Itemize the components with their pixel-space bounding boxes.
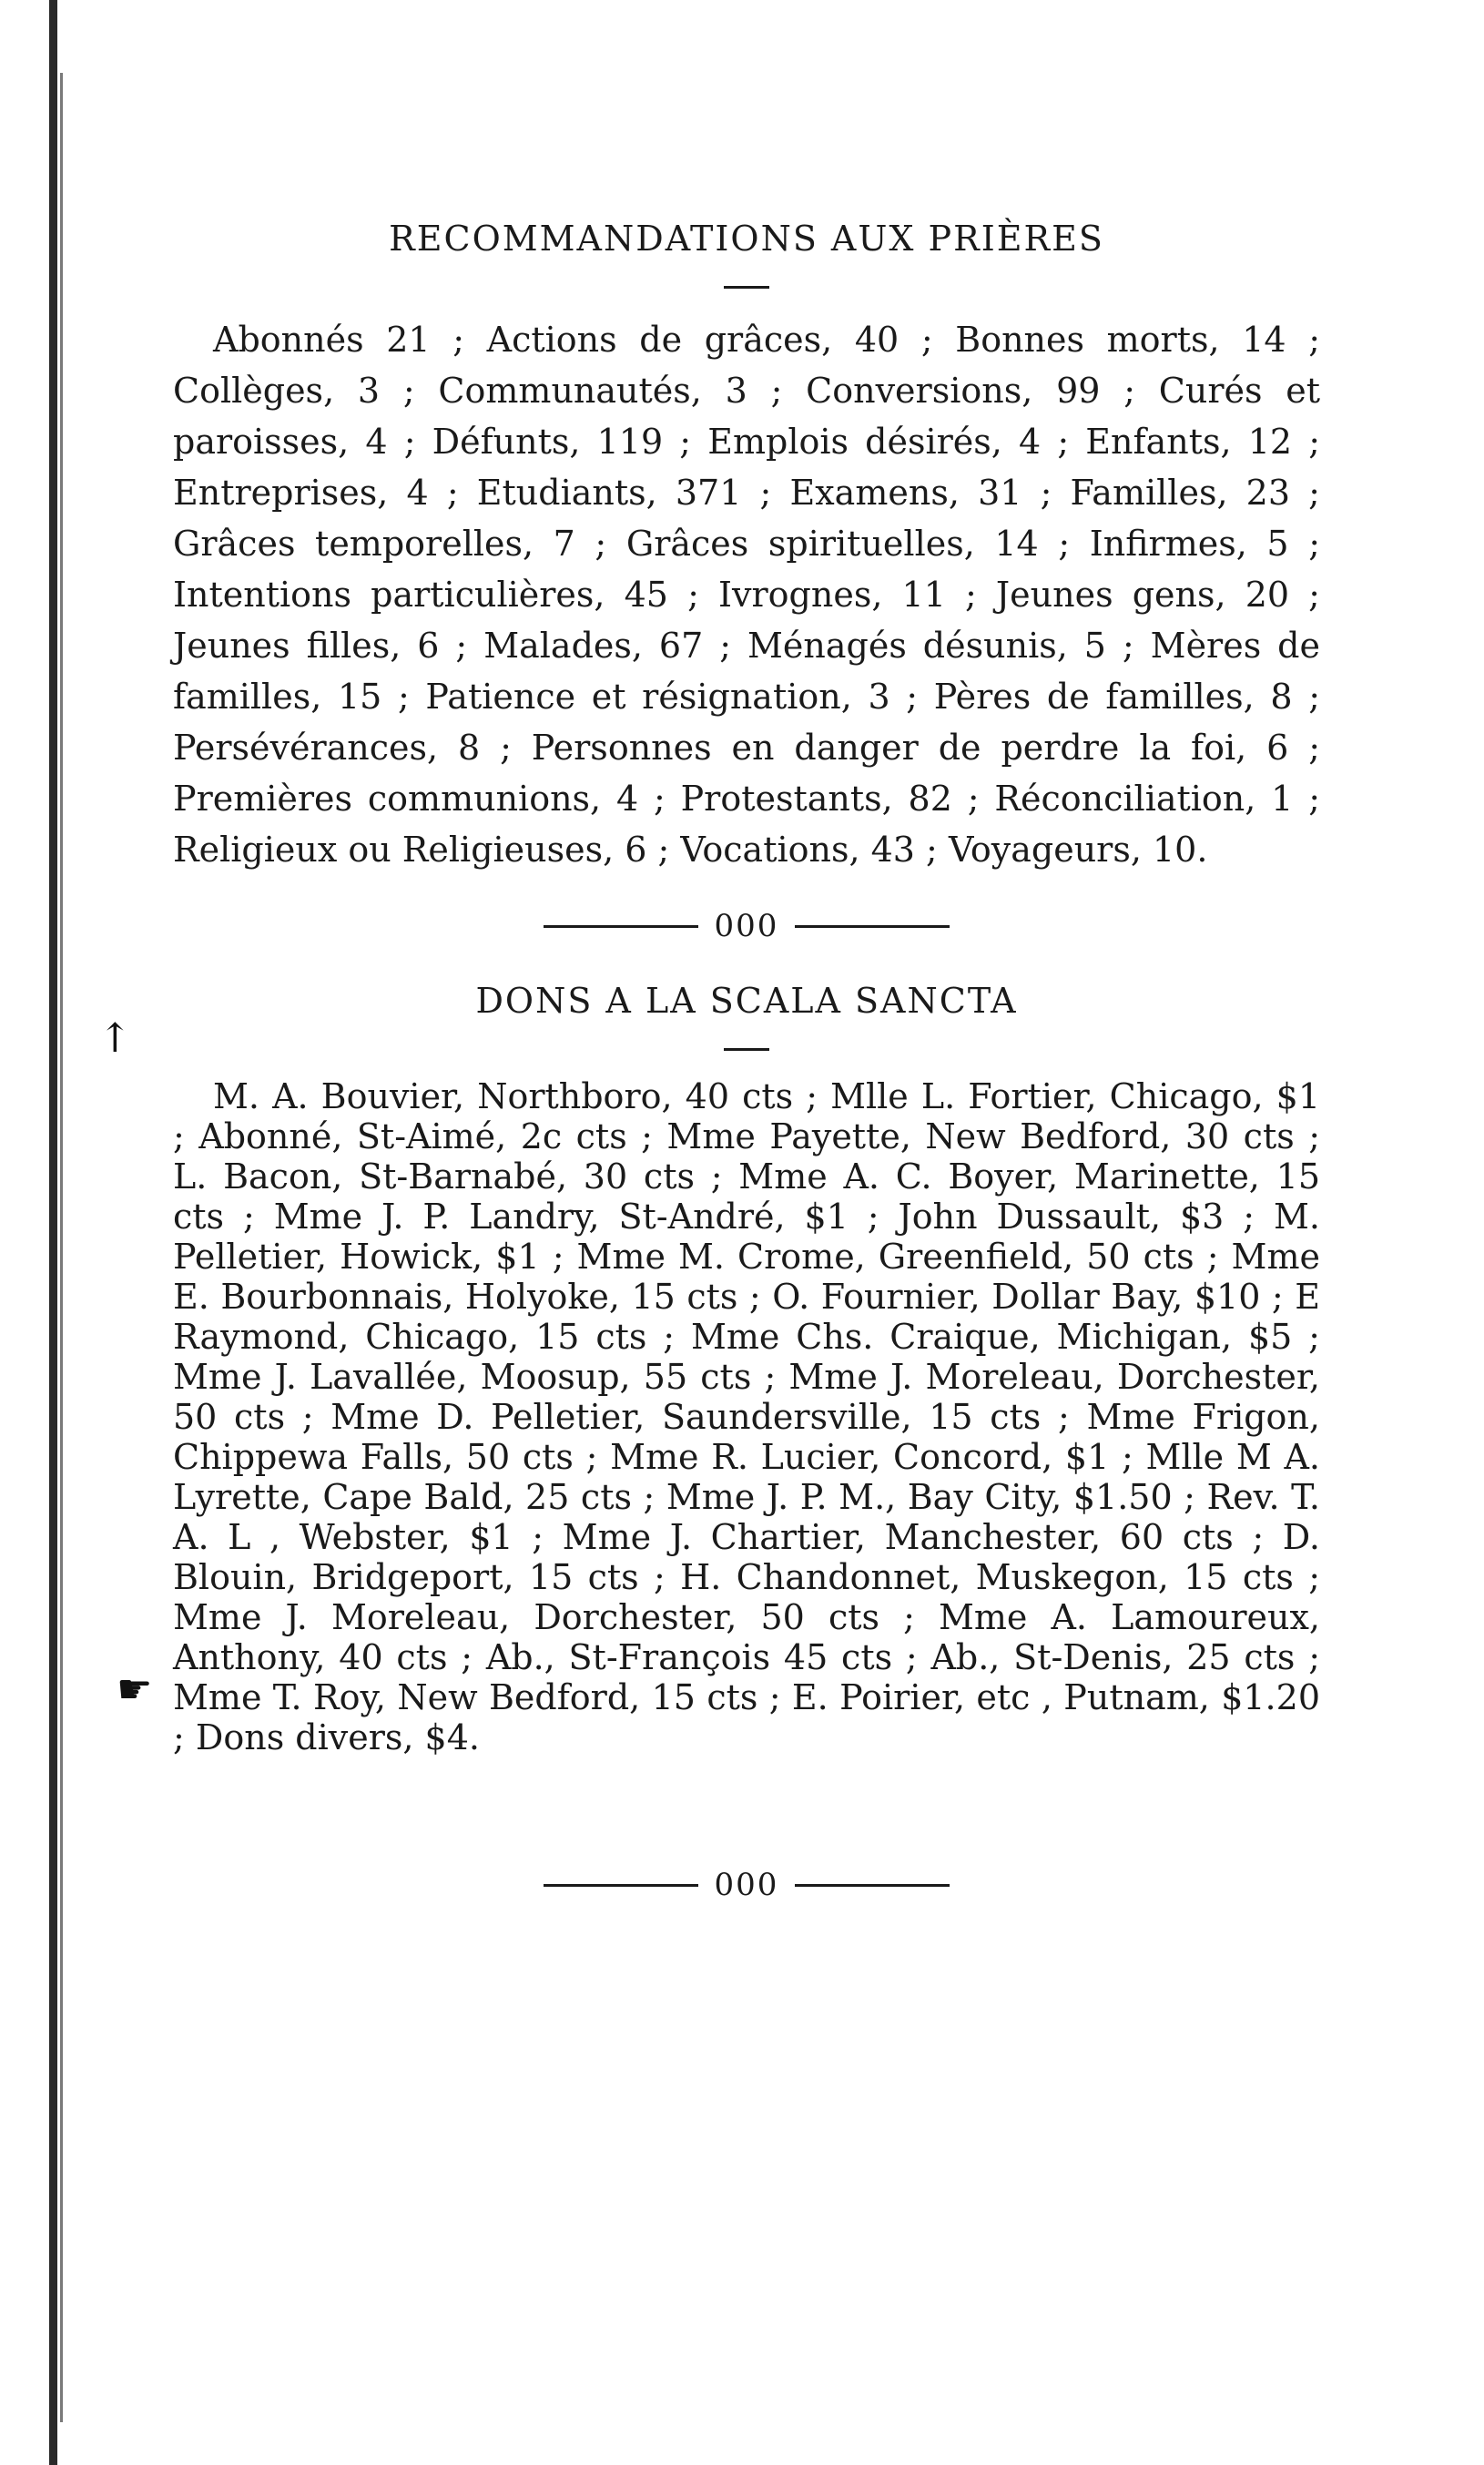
- dons-section: [173, 981, 1320, 1757]
- page-binding-edge: [49, 0, 57, 2465]
- separator-mark: 000: [714, 908, 779, 944]
- margin-mark-arrow-icon: ↑: [98, 1015, 132, 1062]
- title-rule: [724, 286, 769, 289]
- recommandations-section: [173, 219, 1320, 875]
- margin-mark-pointing-hand-icon: ☛: [117, 1666, 153, 1713]
- page-binding-shadow: [60, 73, 63, 2422]
- title-rule: [724, 1048, 769, 1051]
- separator-rule-right: [795, 925, 950, 928]
- document-page: [173, 219, 1320, 1940]
- recommandations-title: RECOMMANDATIONS AUX PRIÈRES: [389, 219, 1104, 259]
- separator-rule-left: [544, 925, 698, 928]
- separator-rule-left: [544, 1884, 698, 1887]
- separator-rule-right: [795, 1884, 950, 1887]
- separator-mark: 000: [714, 1867, 779, 1903]
- recommandations-text: Abonnés 21 ; Actions de grâces, 40 ; Bonnes morts, 14 ; Collèges, 3 ; Communautés, 3 ; Conversions, 99 ; Curés et paroisses, 4 ; Défunts, 119 ; Emplois désirés, 4 ; Enfants, 12 ; Entreprises, 4 ; Etudiants, 371 ; Examens, 31 ; Familles, 23 ; Grâces temporelles, 7 ; Grâces spirituelles, 14 ; Infirmes, 5 ; Intentions particulières, 45 ; Ivrognes, 11 ; Jeunes gens, 20 ; Jeunes filles, 6 ; Malades, 67 ; Ménagés désunis, 5 ; Mères de familles, 15 ; Patience et résignation, 3 ; Pères de familles, 8 ; Persévérances, 8 ; Personnes en danger de perdre la foi, 6 ; Premières communions, 4 ; Protestants, 82 ; Réconciliation, 1 ; Religieux ou Religieuses, 6 ; Vocations, 43 ; Voyageurs, 10.: [173, 320, 1320, 870]
- dons-text: M. A. Bouvier, Northboro, 40 cts ; Mlle L. Fortier, Chicago, $1 ; Abonné, St-Aimé, 2c cts ; Mme Payette, New Bedford, 30 cts ; L. Bacon, St-Barnabé, 30 cts ; Mme A. C. Boyer, Marinette, 15 cts ; Mme J. P. Landry, St-André, $1 ; John Dussault, $3 ; M. Pelletier, Howick, $1 ; Mme M. Crome, Greenfield, 50 cts ; Mme E. Bourbonnais, Holyoke, 15 cts ; O. Fournier, Dollar Bay, $10 ; E Raymond, Chicago, 15 cts ; Mme Chs. Craique, Michigan, $5 ; Mme J. Lavallée, Moosup, 55 cts ; Mme J. Moreleau, Dorchester, 50 cts ; Mme D. Pelletier, Saundersville, 15 cts ; Mme Frigon, Chippewa Falls, 50 cts ; Mme R. Lucier, Concord, $1 ; Mlle M A. Lyrette, Cape Bald, 25 cts ; Mme J. P. M., Bay City, $1.50 ; Rev. T. A. L , Webster, $1 ; Mme J. Chartier, Manchester, 60 cts ; D. Blouin, Bridgeport, 15 cts ; H. Chandonnet, Muskegon, 15 cts ; Mme J. Moreleau, Dorchester, 50 cts ; Mme A. Lamoureux, Anthony, 40 cts ; Ab., St-François 45 cts ; Ab., St-Denis, 25 cts ; Mme T. Roy, New Bedford, 15 cts ; E. Poirier, etc , Putnam, $1.20 ; Dons divers, $4.: [173, 1076, 1320, 1757]
- dons-title: DONS A LA SCALA SANCTA: [475, 981, 1018, 1021]
- section-separator: [173, 908, 1320, 944]
- end-separator: [173, 1867, 1320, 1903]
